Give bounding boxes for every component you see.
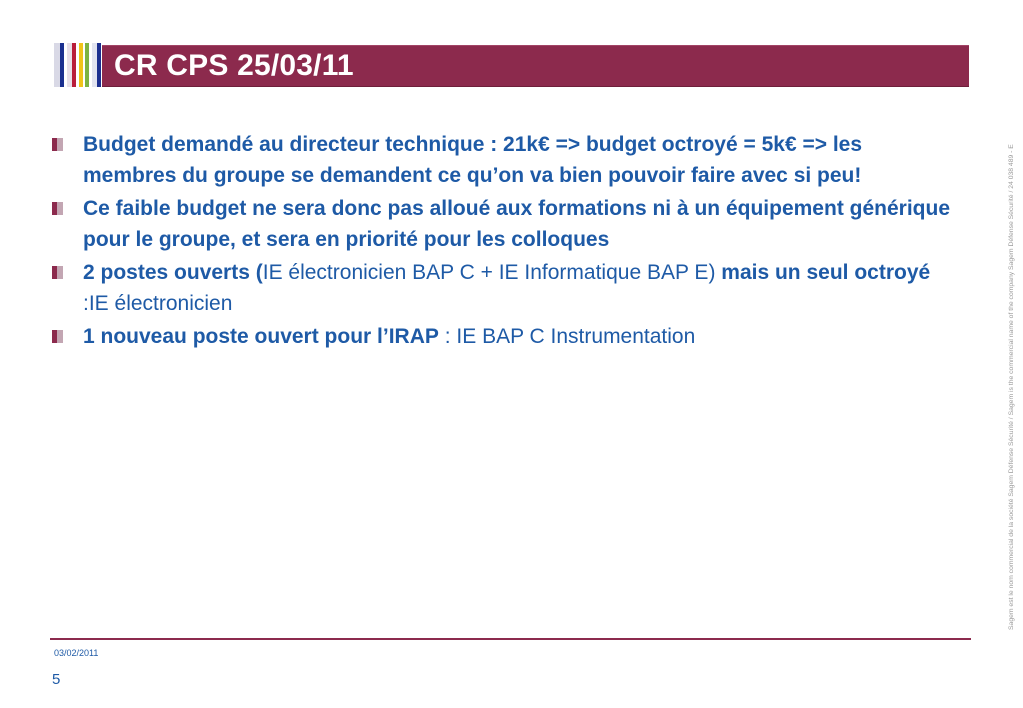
bullet-text-normal: : IE BAP C Instrumentation <box>438 325 696 348</box>
bullet-item <box>50 257 950 319</box>
square-bullet-icon <box>52 266 63 279</box>
footer-divider <box>50 638 971 640</box>
bullet-item <box>50 129 950 191</box>
bullet-item <box>50 321 950 352</box>
square-bullet-icon <box>52 202 63 215</box>
bullet-text-normal: IE électronicien BAP C + IE Informatique BAP E) <box>262 261 722 284</box>
page-title: CR CPS 25/03/11 <box>114 49 354 82</box>
square-bullet-icon <box>52 138 63 151</box>
bullet-text-normal: :IE électronicien <box>83 292 233 315</box>
bullet-text-strong: 1 nouveau poste ouvert pour l’IRAP <box>83 325 439 348</box>
square-bullet-icon <box>52 330 63 343</box>
title-stripes-logo <box>54 43 104 87</box>
bullet-text-strong: 2 postes ouverts ( <box>83 261 263 284</box>
page-number: 5 <box>52 671 61 688</box>
bullet-text-strong: Ce faible budget ne sera donc pas alloué aux formations ni à un équipement générique pour le groupe, et sera en priorité pour les colloques <box>83 197 950 251</box>
title-bar <box>102 45 969 87</box>
bullet-text-strong: mais un seul octroyé <box>721 261 931 284</box>
bullet-list <box>50 129 950 354</box>
bullet-text-strong: Budget demandé au directeur technique : 21k€ => budget octroyé = 5k€ => les membres du groupe se demandent ce qu’on va bien pouvoir faire avec si peu! <box>83 133 863 187</box>
side-legal-note: Sagem est le nom commercial de la société Sagem Défense Sécurité / Sagem is the commercial name of the company Sagem Défense Sécurité / 24 038 489 - E <box>1008 144 1015 630</box>
footer-date: 03/02/2011 <box>54 648 99 658</box>
bullet-item <box>50 193 950 255</box>
